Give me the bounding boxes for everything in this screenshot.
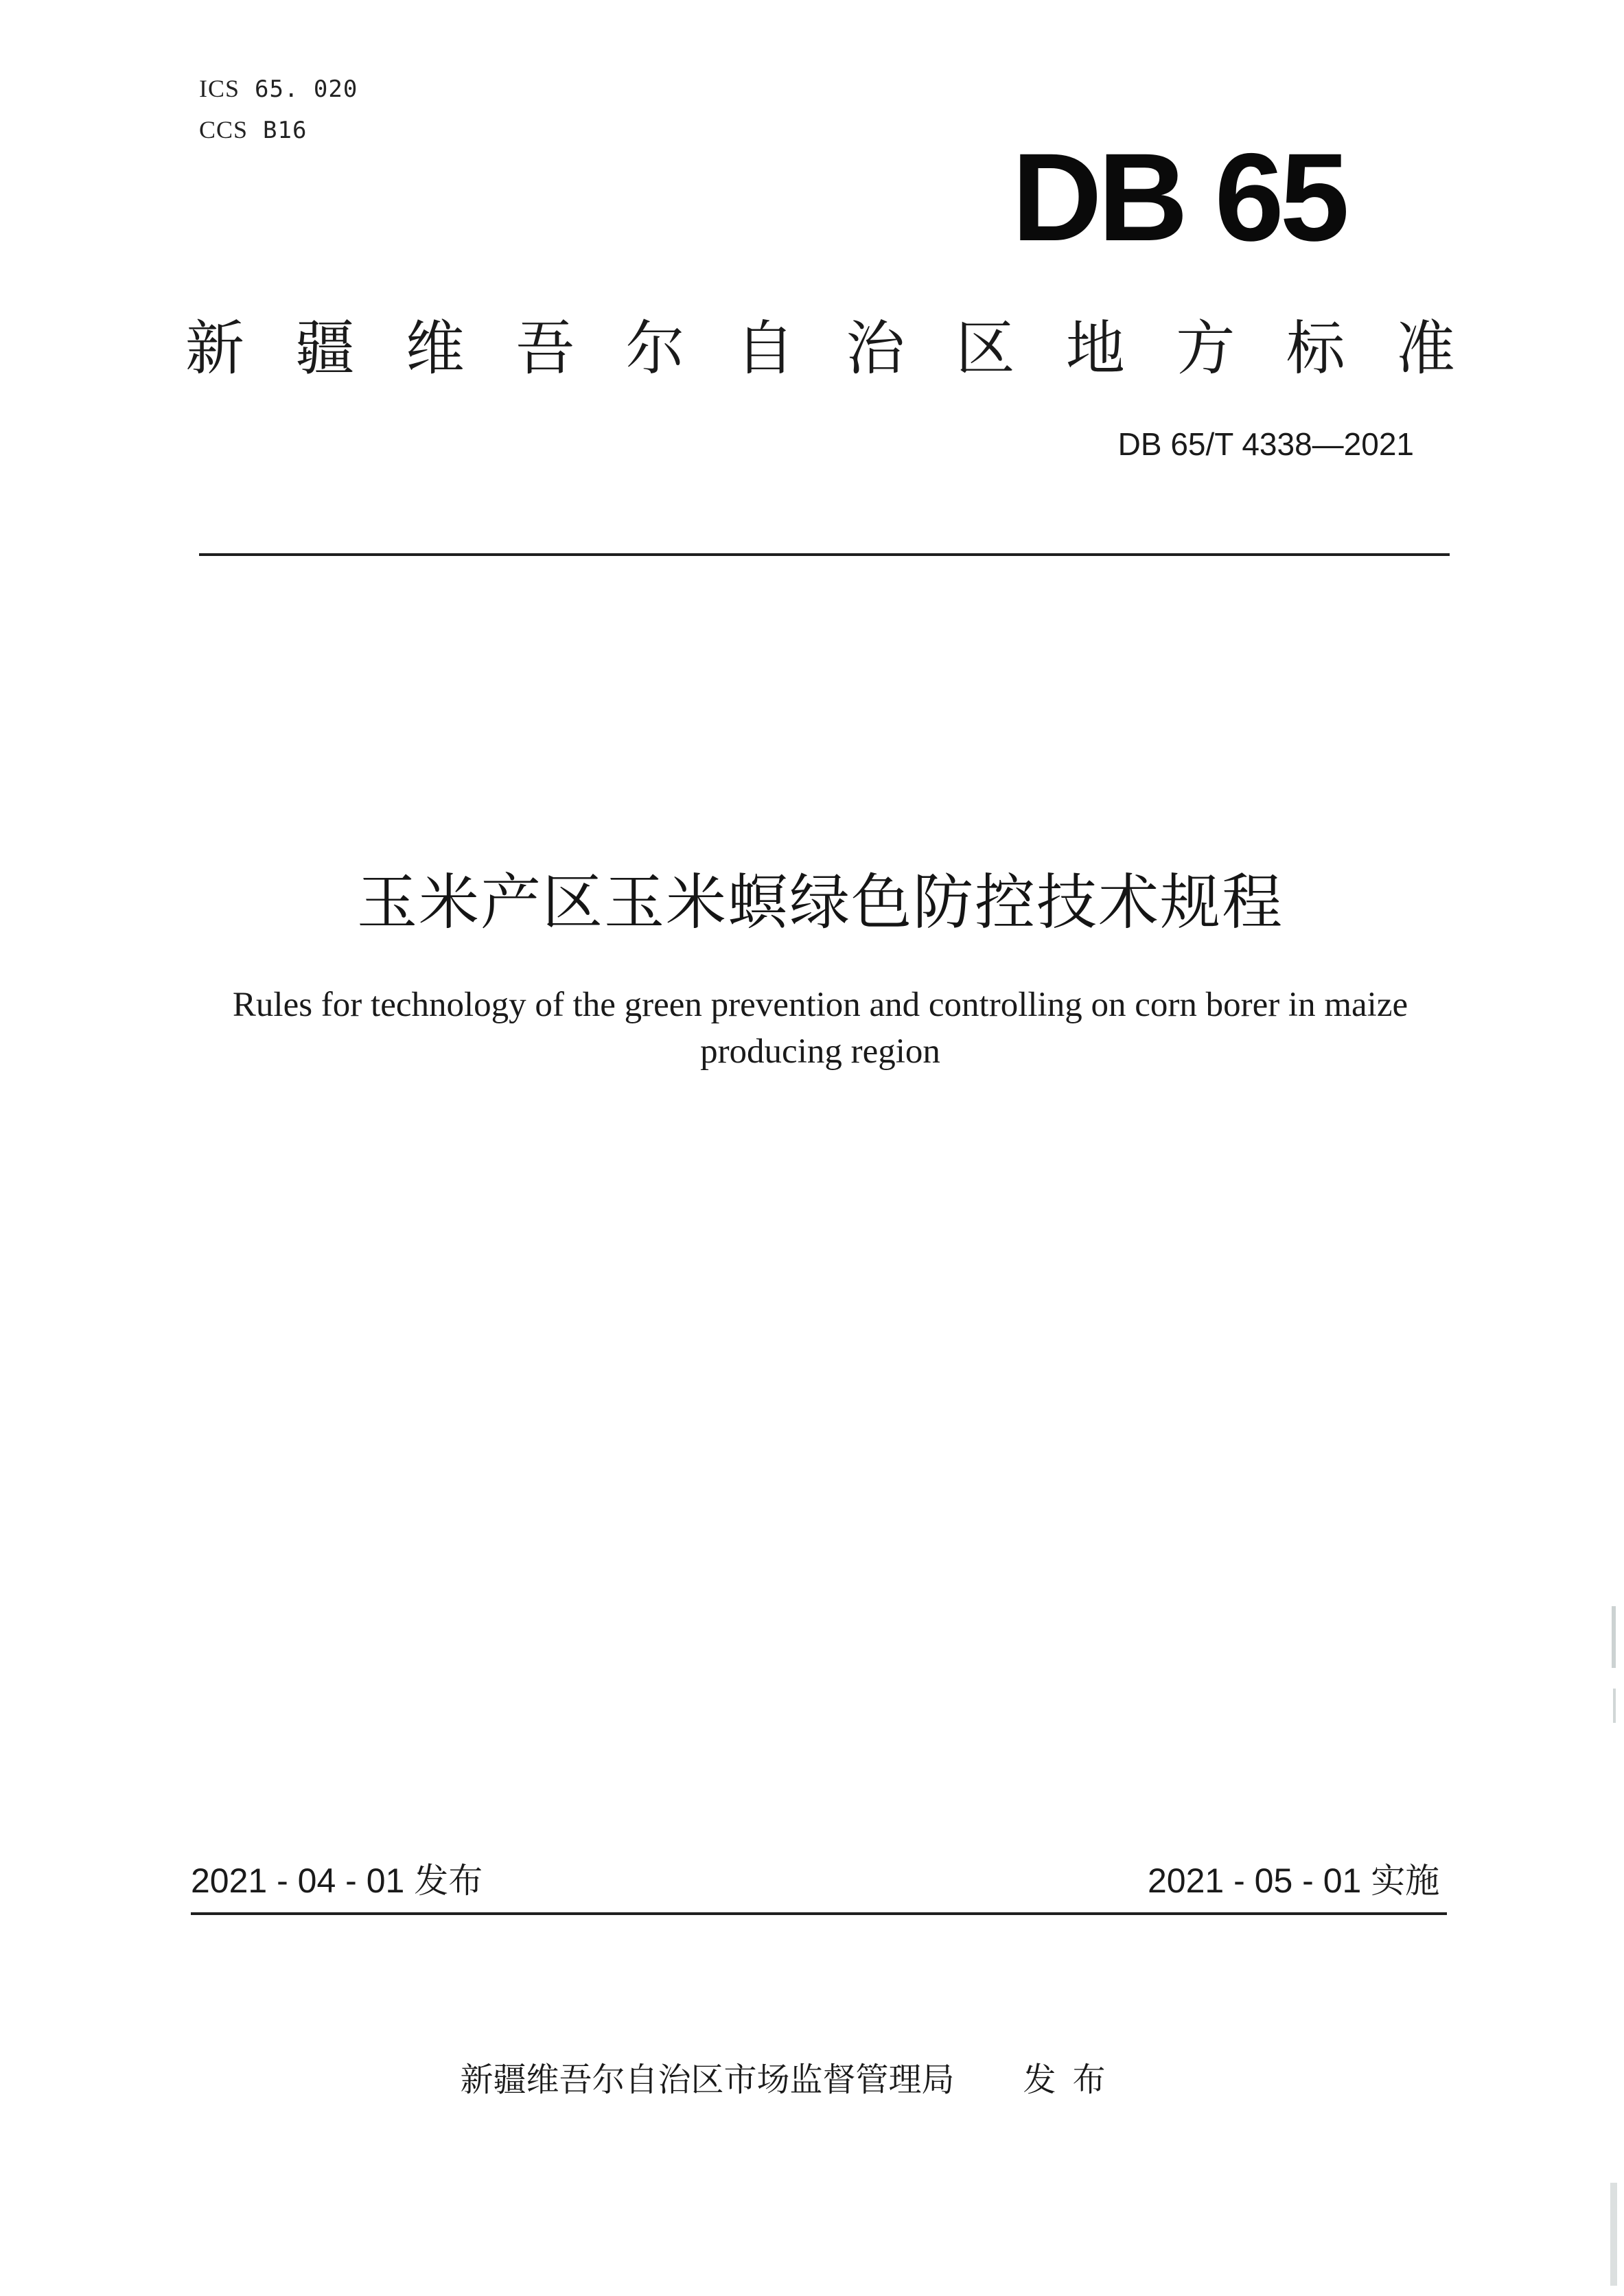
issue-date: 2021 - 04 - 01 发布 <box>191 1862 483 1900</box>
heading-char: 区 <box>955 314 1015 383</box>
db65-logo: DB 65 <box>1012 127 1345 267</box>
scan-artifact <box>1612 1606 1616 1668</box>
ics-value: 65. 020 <box>255 76 358 103</box>
implementation-date: 2021 - 05 - 01 实施 <box>1148 1862 1440 1900</box>
heading-char: 尔 <box>625 314 685 383</box>
publisher <box>439 2015 1122 2100</box>
heading-char: 维 <box>405 314 465 383</box>
heading-char: 新 <box>185 314 244 383</box>
publisher-name: 新疆维吾尔自治区市场监督管理局 <box>460 2061 955 2099</box>
top-divider <box>199 553 1450 556</box>
heading-char: 标 <box>1286 314 1345 383</box>
ics-code <box>199 74 358 103</box>
title-english <box>137 982 1503 1075</box>
publish-action: 发布 <box>1023 2061 1122 2099</box>
heading-char: 地 <box>1065 314 1125 383</box>
bottom-divider <box>191 1912 1447 1915</box>
ccs-value: B16 <box>263 117 308 144</box>
scan-artifact <box>1610 2183 1617 2286</box>
standard-type-heading <box>185 302 1455 384</box>
ccs-code <box>199 115 307 144</box>
heading-char: 准 <box>1395 314 1455 383</box>
heading-char: 治 <box>846 314 905 383</box>
title-english-line2: producing region <box>700 1032 940 1071</box>
heading-char: 吾 <box>515 314 575 383</box>
title-chinese: 玉米产区玉米螟绿色防控技术规程 <box>356 867 1284 938</box>
ccs-label: CCS <box>199 116 248 143</box>
heading-char: 方 <box>1176 314 1236 383</box>
ics-label: ICS <box>199 75 240 102</box>
scan-artifact <box>1613 1689 1616 1723</box>
standard-number: DB 65/T 4338—2021 <box>1117 426 1414 462</box>
heading-char: 自 <box>735 314 795 383</box>
heading-char: 疆 <box>295 314 355 383</box>
title-english-line1: Rules for technology of the green prevention and controlling on corn borer in maize <box>232 986 1408 1024</box>
